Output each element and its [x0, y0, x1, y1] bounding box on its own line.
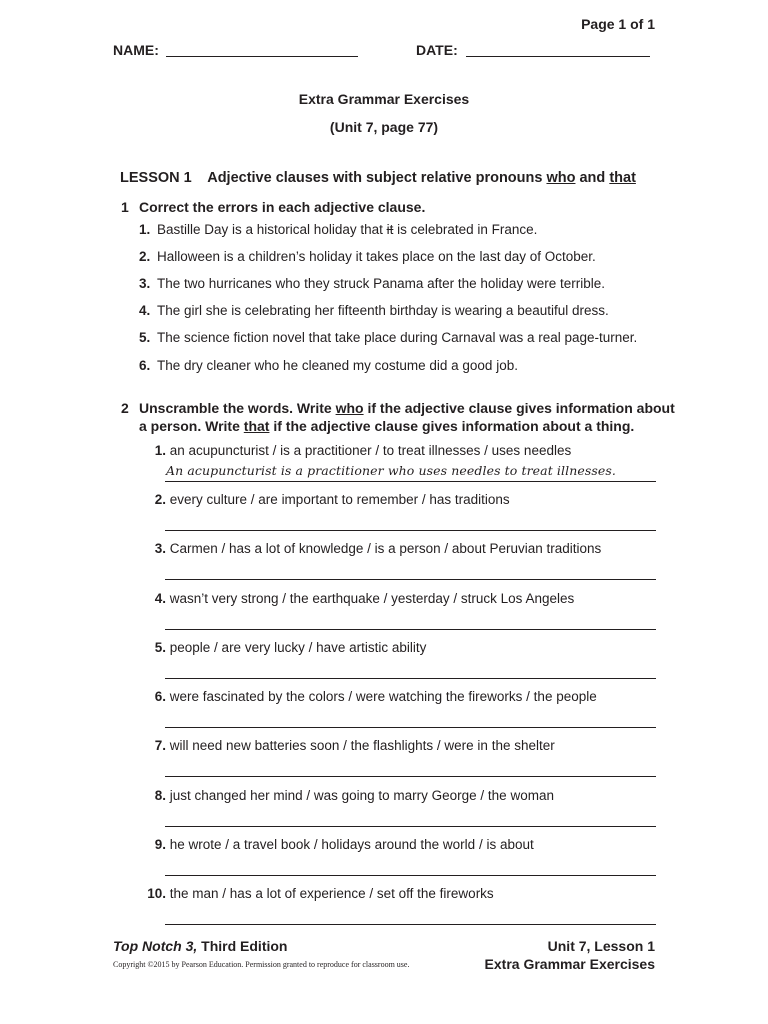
footer-section: Extra Grammar Exercises	[484, 956, 655, 972]
ex2-instr-b: if the adjective clause gives information about	[363, 400, 675, 416]
lesson-title-prefix: Adjective clauses with subject relative pronouns	[207, 170, 547, 186]
ex1-item-text: The girl she is celebrating her fifteenth birthday is wearing a beautiful dress.	[157, 303, 609, 318]
ex2-item-number: 5.	[154, 640, 166, 655]
page-number: Page 1 of 1	[581, 16, 655, 32]
copyright-notice: Copyright ©2015 by Pearson Education. Permission granted to reproduce for classroom use.	[113, 960, 410, 969]
ex2-item-text: wasn’t very strong / the earthquake / yesterday / struck Los Angeles	[169, 591, 575, 606]
ex1-item-text: The science fiction novel that take place during Carnaval was a real page-turner.	[157, 330, 638, 345]
ex1-item-text-after: is celebrated in France.	[393, 222, 538, 237]
ex2-instr-that: that	[243, 418, 270, 434]
answer-line[interactable]	[165, 726, 656, 728]
answer-line[interactable]	[165, 775, 656, 777]
answer-line[interactable]	[165, 480, 656, 482]
ex2-item-number: 7.	[154, 738, 166, 753]
footer-book-title	[113, 938, 287, 954]
ex2-item	[139, 591, 574, 606]
ex1-item-text: Halloween is a children’s holiday it takes place on the last day of October.	[157, 249, 596, 264]
answer-line[interactable]	[165, 628, 656, 630]
ex1-item-number: 5.	[139, 330, 151, 345]
lesson-that: that	[609, 170, 636, 186]
answer-line[interactable]	[165, 529, 656, 531]
ex2-item	[139, 541, 601, 556]
ex2-item	[139, 788, 554, 803]
lesson-number: LESSON 1	[120, 170, 192, 186]
ex2-instr-c: a person. Write	[139, 418, 244, 434]
worksheet-title: Extra Grammar Exercises	[298, 91, 470, 107]
ex2-instr-who: who	[335, 400, 364, 416]
answer-line[interactable]	[165, 677, 656, 679]
ex1-item-text: The dry cleaner who he cleaned my costume did a good job.	[157, 358, 518, 373]
ex2-item-number: 4.	[154, 591, 166, 606]
handwritten-answer: An acupuncturist is a practitioner who uses needles to treat illnesses.	[166, 463, 616, 478]
ex2-item	[139, 886, 494, 901]
ex1-item-number: 4.	[139, 303, 151, 318]
lesson-and: and	[575, 170, 610, 186]
exercise-1-number: 1	[121, 199, 129, 215]
exercise-2-instruction-line-2	[139, 418, 634, 434]
ex2-item-text: Carmen / has a lot of knowledge / is a person / about Peruvian traditions	[169, 541, 602, 556]
exercise-2-instruction-line-1	[139, 400, 675, 416]
ex1-item-text-before: Bastille Day is a historical holiday that	[157, 222, 387, 237]
lesson-who: who	[546, 170, 576, 186]
ex2-item-text: an acupuncturist / is a practitioner / to treat illnesses / uses needles	[169, 443, 572, 458]
answer-line[interactable]	[165, 874, 656, 876]
answer-line[interactable]	[165, 923, 656, 925]
ex2-item	[139, 492, 510, 507]
ex2-item	[139, 738, 555, 753]
ex2-item-text: the man / has a lot of experience / set off the fireworks	[169, 886, 494, 901]
ex1-item-number: 6.	[139, 358, 151, 373]
ex1-item	[139, 358, 518, 373]
ex1-item-text: The two hurricanes who they struck Panama after the holiday were terrible.	[157, 276, 605, 291]
ex2-item	[139, 443, 571, 458]
name-field[interactable]	[166, 42, 358, 57]
ex2-item-text: every culture / are important to remember / has traditions	[169, 492, 510, 507]
ex2-item-text: just changed her mind / was going to marry George / the woman	[169, 788, 554, 803]
ex2-item-number: 10.	[147, 886, 166, 901]
exercise-2-number: 2	[121, 400, 129, 416]
ex1-item	[139, 222, 537, 237]
book-edition: Third Edition	[197, 938, 288, 954]
ex2-item	[139, 689, 597, 704]
ex2-item-number: 1.	[154, 443, 166, 458]
date-field[interactable]	[466, 42, 650, 57]
ex1-item-number: 3.	[139, 276, 151, 291]
ex1-struck-word: it	[386, 222, 394, 237]
ex2-instr-a: Unscramble the words. Write	[139, 400, 336, 416]
ex2-item-number: 6.	[154, 689, 166, 704]
footer-unit: Unit 7, Lesson 1	[547, 938, 655, 954]
ex1-item	[139, 303, 609, 318]
ex2-item-text: people / are very lucky / have artistic ability	[169, 640, 427, 655]
ex2-item-text: he wrote / a travel book / holidays around the world / is about	[169, 837, 534, 852]
ex2-item-number: 9.	[154, 837, 166, 852]
answer-line[interactable]	[165, 825, 656, 827]
ex1-item	[139, 330, 637, 345]
date-label: DATE:	[416, 42, 458, 58]
name-label: NAME:	[113, 42, 159, 58]
book-title: Top Notch 3,	[113, 938, 198, 954]
ex1-item-number: 2.	[139, 249, 151, 264]
ex2-item-number: 2.	[154, 492, 166, 507]
ex2-item	[139, 837, 534, 852]
ex2-item-number: 8.	[154, 788, 166, 803]
exercise-1-instruction: Correct the errors in each adjective clause.	[139, 199, 426, 215]
ex1-item	[139, 276, 605, 291]
answer-line[interactable]	[165, 578, 656, 580]
ex2-item-number: 3.	[154, 541, 166, 556]
ex2-item-text: will need new batteries soon / the flashlights / were in the shelter	[169, 738, 555, 753]
lesson-heading	[120, 170, 636, 186]
ex2-item-text: were fascinated by the colors / were watching the fireworks / the people	[169, 689, 597, 704]
ex1-item	[139, 249, 596, 264]
ex1-item-number: 1.	[139, 222, 151, 237]
worksheet-subtitle: (Unit 7, page 77)	[329, 119, 439, 135]
ex2-item	[139, 640, 426, 655]
ex2-instr-d: if the adjective clause gives information about a thing.	[269, 418, 635, 434]
